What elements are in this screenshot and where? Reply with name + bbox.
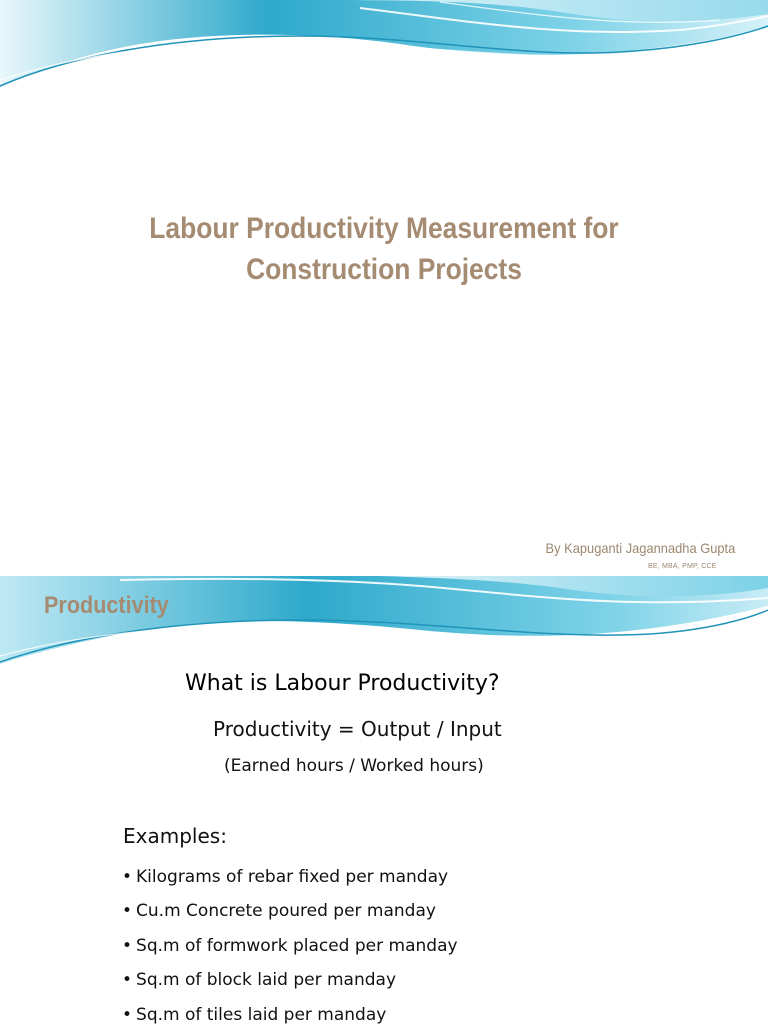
examples-heading: Examples:	[123, 824, 227, 848]
example-text: Sq.m of tiles laid per manday	[136, 1004, 387, 1024]
productivity-slide	[0, 576, 768, 1024]
bullet: •	[122, 1004, 133, 1024]
examples-list	[122, 865, 458, 1024]
author-name: By Kapuganti Jagannadha Gupta	[545, 540, 735, 556]
example-text: Cu.m Concrete poured per manday	[136, 901, 436, 922]
list-item	[122, 934, 458, 968]
slide-title	[46, 208, 722, 290]
header-wave-decoration	[0, 0, 768, 110]
title-line-2: Construction Projects	[246, 253, 522, 286]
example-text: Sq.m of formwork placed per manday	[136, 935, 458, 956]
author-credentials: BE, MBA, PMP, CCE	[648, 563, 717, 570]
example-text: Sq.m of block laid per manday	[136, 970, 397, 991]
slide-question: What is Labour Productivity?	[185, 671, 500, 696]
productivity-formula: Productivity = Output / Input	[213, 717, 502, 741]
section-title: Productivity	[44, 592, 169, 619]
bullet: •	[122, 867, 133, 887]
bullet: •	[122, 935, 133, 956]
bullet: •	[122, 901, 133, 922]
list-item	[122, 899, 458, 933]
list-item	[122, 968, 458, 1002]
title-line-1: Labour Productivity Measurement for	[149, 212, 619, 245]
example-text: Kilograms of rebar fixed per manday	[136, 867, 449, 887]
header-wave-decoration	[0, 576, 768, 666]
bullet: •	[122, 970, 133, 991]
list-item	[122, 1003, 458, 1024]
formula-note: (Earned hours / Worked hours)	[224, 756, 484, 776]
list-item	[122, 865, 458, 899]
